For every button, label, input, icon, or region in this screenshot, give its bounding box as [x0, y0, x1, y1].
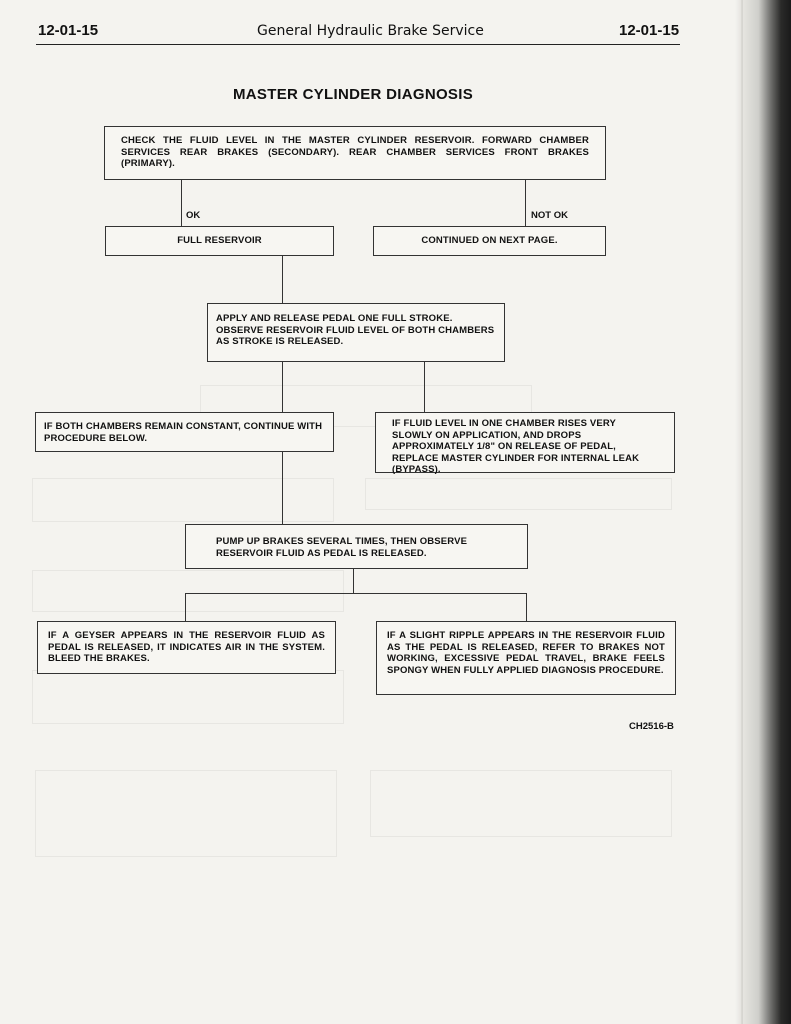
bleed-through-box	[365, 478, 672, 510]
connector-not-ok	[525, 180, 526, 226]
connector-to-geyser	[185, 593, 186, 621]
slight-ripple-box: IF A SLIGHT RIPPLE APPEARS IN THE RESERVOIR FLUID AS THE PEDAL IS RELEASED, REFER TO BRAKES NOT WORKING, EXCESSIVE PEDAL TRAVEL, BRAKE FEELS SPONGY WHEN FULLY APPLIED DIAGNOSIS PROCEDURE.	[376, 621, 676, 695]
header-rule	[36, 44, 680, 45]
page-title: MASTER CYLINDER DIAGNOSIS	[233, 86, 474, 103]
ok-label: OK	[186, 210, 201, 221]
header-section-code-left: 12-01-15	[38, 22, 99, 39]
connector-apply-to-constant	[282, 362, 283, 412]
connector-branch-horizontal	[185, 593, 527, 594]
both-chambers-constant-box: IF BOTH CHAMBERS REMAIN CONSTANT, CONTINUE WITH PROCEDURE BELOW.	[35, 412, 334, 452]
bleed-through-box	[32, 670, 344, 724]
header-section-code-right: 12-01-15	[619, 22, 680, 39]
figure-id: CH2516-B	[629, 721, 674, 732]
connector-constant-to-pump	[282, 452, 283, 524]
pump-up-brakes-box: PUMP UP BRAKES SEVERAL TIMES, THEN OBSERVE RESERVOIR FLUID AS PEDAL IS RELEASED.	[185, 524, 528, 569]
full-reservoir-box: FULL RESERVOIR	[105, 226, 334, 256]
bleed-through-box	[35, 770, 337, 857]
connector-apply-to-rises	[424, 362, 425, 412]
connector-pump-down	[353, 569, 354, 593]
connector-ok	[181, 180, 182, 226]
page-shadow	[735, 0, 743, 1024]
one-chamber-rises-box: IF FLUID LEVEL IN ONE CHAMBER RISES VERY SLOWLY ON APPLICATION, AND DROPS APPROXIMATELY 1/8" ON RELEASE OF PEDAL, REPLACE MASTER CYLINDER FOR INTERNAL LEAK (BYPASS).	[375, 412, 675, 473]
geyser-appears-box: IF A GEYSER APPEARS IN THE RESERVOIR FLUID AS PEDAL IS RELEASED, IT INDICATES AIR IN THE SYSTEM. BLEED THE BRAKES.	[37, 621, 336, 674]
connector-full-to-apply	[282, 256, 283, 303]
not-ok-label: NOT OK	[531, 210, 568, 221]
connector-to-ripple	[526, 593, 527, 621]
apply-release-pedal-box: APPLY AND RELEASE PEDAL ONE FULL STROKE. OBSERVE RESERVOIR FLUID LEVEL OF BOTH CHAMBERS AS STROKE IS RELEASED.	[207, 303, 505, 362]
header-running-title: General Hydraulic Brake Service	[257, 23, 484, 39]
book-page-edge	[741, 0, 791, 1024]
continued-next-page-box: CONTINUED ON NEXT PAGE.	[373, 226, 606, 256]
bleed-through-box	[32, 478, 334, 522]
check-fluid-level-box: CHECK THE FLUID LEVEL IN THE MASTER CYLINDER RESERVOIR. FORWARD CHAMBER SERVICES REAR BRAKES (SECONDARY). REAR CHAMBER SERVICES FRONT BRAKES (PRIMARY).	[104, 126, 606, 180]
bleed-through-box	[370, 770, 672, 837]
bleed-through-box	[32, 570, 344, 612]
